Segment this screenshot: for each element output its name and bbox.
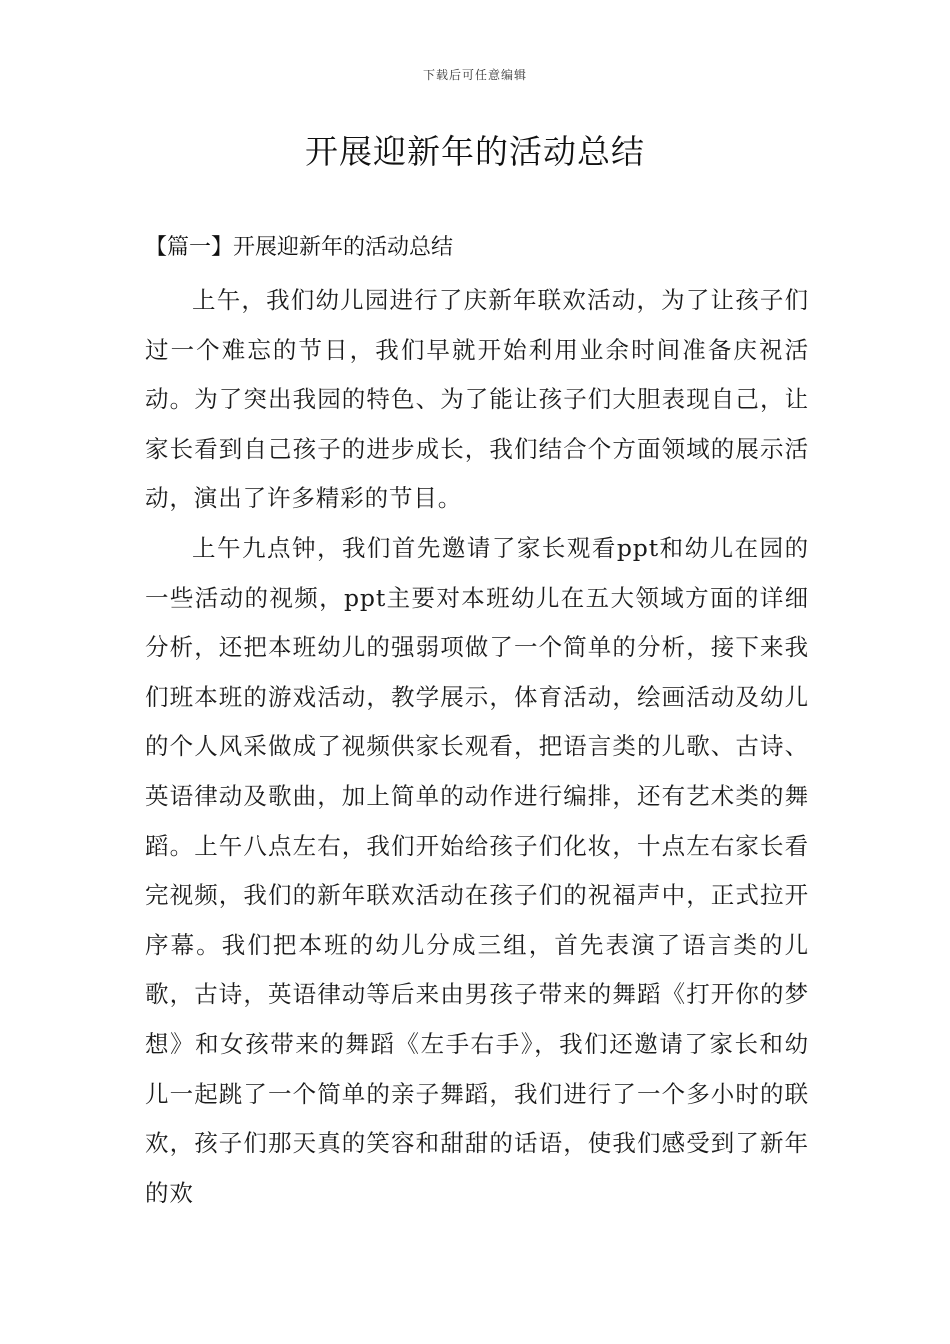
document-title: 开展迎新年的活动总结: [305, 132, 645, 171]
paragraph: 上午九点钟，我们首先邀请了家长观看ppt和幼儿在园的一些活动的视频，ppt主要对本班幼儿在五大领域方面的详细分析，还把本班幼儿的强弱项做了一个简单的分析，接下来我们班本班的游戏活动，教学展示，体育活动，绘画活动及幼儿的个人风采做成了视频供家长观看，把语言类的儿歌、古诗、英语律动及歌曲，加上简单的动作进行编排，还有艺术类的舞蹈。上午八点左右，我们开始给孩子们化妆，十点左右家长看完视频，我们的新年联欢活动在孩子们的祝福声中，正式拉开序幕。我们把本班的幼儿分成三组，首先表演了语言类的儿歌，古诗，英语律动等后来由男孩子带来的舞蹈《打开你的梦想》和女孩带来的舞蹈《左手右手》，我们还邀请了家长和幼儿一起跳了一个简单的亲子舞蹈，我们进行了一个多小时的联欢，孩子们那天真的笑容和甜甜的话语，使我们感受到了新年的欢: [145, 533, 809, 1207]
document-body: [145, 276, 809, 1218]
header-note: 下载后可任意编辑: [422, 68, 527, 82]
section-heading: 【篇一】开展迎新年的活动总结: [145, 235, 454, 260]
paragraph: 上午，我们幼儿园进行了庆新年联欢活动，为了让孩子们过一个难忘的节日，我们早就开始利用业余时间准备庆祝活动。为了突出我园的特色、为了能让孩子们大胆表现自己，让家长看到自己孩子的进步成长，我们结合个方面领域的展示活动，演出了许多精彩的节目。: [145, 286, 809, 513]
